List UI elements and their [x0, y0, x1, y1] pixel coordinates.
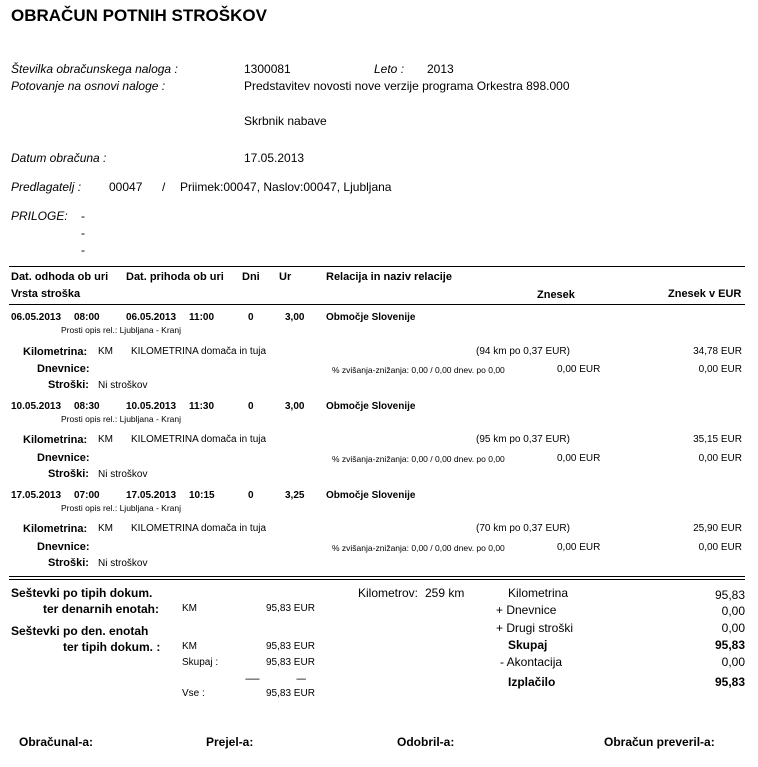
- km-amount-eur: 25,90 EUR: [693, 523, 742, 534]
- header-top-rule: [9, 266, 745, 267]
- summary-top-rule: [9, 576, 745, 577]
- trip-departure-time: 08:30: [74, 401, 100, 412]
- trip-arrival-time: 11:00: [189, 312, 215, 323]
- km-unit: KM: [98, 434, 113, 445]
- trip-arrival-time: 10:15: [189, 490, 215, 501]
- trip-note: Prosti opis rel.: Ljubljana - Kranj: [61, 503, 182, 513]
- per-diem-calculation: % zvišanja-znižanja: 0,00 / 0,00 dnev. po 0,00: [332, 454, 505, 464]
- total-km-label: Kilometrina: [508, 586, 569, 600]
- sum-by-doc-type-unit: KM: [182, 603, 197, 614]
- col-hours: Ur: [279, 271, 292, 283]
- per-diem-label: Dnevnice:: [37, 541, 90, 553]
- page-title: OBRAČUN POTNIH STROŠKOV: [11, 6, 267, 25]
- trip-departure-date: 06.05.2013: [11, 312, 62, 323]
- km-total-label: Kilometrov:: [358, 586, 419, 600]
- sum-by-doc-type-line1: Seštevki po tipih dokum.: [11, 586, 153, 600]
- km-label: Kilometrina:: [23, 523, 88, 535]
- costs-label: Stroški:: [48, 557, 89, 569]
- col-days: Dni: [242, 271, 260, 283]
- header-bottom-rule: [9, 304, 745, 305]
- proposer-separator: /: [162, 180, 166, 194]
- per-diem-amount: 0,00 EUR: [557, 453, 601, 464]
- costs-label: Stroški:: [48, 468, 89, 480]
- per-diem-amount-eur: 0,00 EUR: [698, 542, 742, 553]
- signature-received: Prejel-a:: [206, 735, 254, 749]
- km-calculation: (70 km po 0,37 EUR): [476, 523, 570, 534]
- year-label: Leto :: [374, 62, 405, 76]
- km-unit: KM: [98, 523, 113, 534]
- trip-departure-time: 07:00: [74, 490, 100, 501]
- trip-note: Prosti opis rel.: Ljubljana - Kranj: [61, 325, 182, 335]
- total-sum-value: 95,83: [714, 638, 745, 652]
- trip-note: Prosti opis rel.: Ljubljana - Kranj: [61, 414, 182, 424]
- trip-relation: Območje Slovenije: [326, 490, 416, 501]
- attachment-item: -: [81, 209, 85, 223]
- costs-text: Ni stroškov: [98, 380, 148, 391]
- trip-relation: Območje Slovenije: [326, 312, 416, 323]
- proposer-description: Priimek:00047, Naslov:00047, Ljubljana: [180, 180, 392, 194]
- km-amount-eur: 35,15 EUR: [693, 434, 742, 445]
- trip-arrival-date: 17.05.2013: [126, 490, 177, 501]
- per-diem-amount-eur: 0,00 EUR: [698, 453, 742, 464]
- col-cost-type: Vrsta stroška: [11, 288, 81, 300]
- km-amount-eur: 34,78 EUR: [693, 346, 742, 357]
- trip-relation: Območje Slovenije: [326, 401, 416, 412]
- order-number: 1300081: [244, 62, 291, 76]
- trip-hours: 3,00: [285, 401, 305, 412]
- per-diem-amount: 0,00 EUR: [557, 542, 601, 553]
- signature-approved: Odobril-a:: [397, 735, 455, 749]
- date-label: Datum obračuna :: [11, 151, 107, 165]
- proposer-code: 00047: [109, 180, 143, 194]
- km-unit: KM: [98, 346, 113, 357]
- costs-text: Ni stroškov: [98, 469, 148, 480]
- total-advance-value: 0,00: [721, 655, 745, 669]
- km-total-value: 259 km: [425, 586, 465, 600]
- col-departure: Dat. odhoda ob uri: [11, 271, 109, 283]
- per-diem-label: Dnevnice:: [37, 452, 90, 464]
- sum-by-currency-amount: 95,83 EUR: [266, 641, 315, 652]
- trip-days: 0: [248, 312, 254, 323]
- trip-departure-date: 10.05.2013: [11, 401, 62, 412]
- sum-total-label: Skupaj :: [182, 657, 219, 668]
- per-diem-calculation: % zvišanja-znižanja: 0,00 / 0,00 dnev. po 0,00: [332, 365, 505, 375]
- sum-all-amount: 95,83 EUR: [266, 688, 315, 699]
- attachment-item: -: [81, 243, 85, 257]
- per-diem-label: Dnevnice:: [37, 363, 90, 375]
- total-per-diem-value: 0,00: [721, 604, 745, 618]
- signature-checked: Obračun preveril-a:: [604, 735, 715, 749]
- trip-hours: 3,25: [285, 490, 305, 501]
- total-payout-value: 95,83: [714, 675, 745, 689]
- costs-text: Ni stroškov: [98, 558, 148, 569]
- total-other-label: + Drugi stroški: [496, 621, 574, 635]
- total-advance-label: - Akontacija: [500, 655, 563, 669]
- trip-arrival-time: 11:30: [189, 401, 215, 412]
- col-arrival: Dat. prihoda ob uri: [126, 271, 224, 283]
- km-label: Kilometrina:: [23, 346, 88, 358]
- col-amount-eur: Znesek v EUR: [668, 288, 742, 300]
- year: 2013: [427, 62, 454, 76]
- col-amount: Znesek: [537, 289, 575, 301]
- sum-all-label: Vse :: [182, 688, 205, 699]
- trip-description: Predstavitev novosti nove verzije programa Orkestra 898.000: [244, 79, 570, 93]
- date: 17.05.2013: [244, 151, 305, 165]
- costs-label: Stroški:: [48, 379, 89, 391]
- sum-by-doc-type-line2: ter denarnih enotah:: [43, 602, 160, 616]
- sum-by-currency-line2: ter tipih dokum. :: [63, 640, 161, 654]
- trip-departure-date: 17.05.2013: [11, 490, 62, 501]
- sum-dashes: ------: [245, 674, 259, 685]
- per-diem-calculation: % zvišanja-znižanja: 0,00 / 0,00 dnev. po 0,00: [332, 543, 505, 553]
- total-other-value: 0,00: [721, 621, 745, 635]
- km-description: KILOMETRINA domača in tuja: [131, 434, 267, 445]
- total-per-diem-label: + Dnevnice: [496, 603, 557, 617]
- summary-top-rule-double: [9, 579, 745, 580]
- km-label: Kilometrina:: [23, 434, 88, 446]
- km-calculation: (94 km po 0,37 EUR): [476, 346, 570, 357]
- proposer-label: Predlagatelj :: [11, 180, 82, 194]
- signature-prepared: Obračunal-a:: [19, 735, 94, 749]
- per-diem-amount: 0,00 EUR: [557, 364, 601, 375]
- trip-arrival-date: 06.05.2013: [126, 312, 177, 323]
- km-calculation: (95 km po 0,37 EUR): [476, 434, 570, 445]
- total-km-value: 95,83: [714, 588, 745, 602]
- trip-label: Potovanje na osnovi naloge :: [11, 79, 166, 93]
- per-diem-amount-eur: 0,00 EUR: [698, 364, 742, 375]
- trip-note: Skrbnik nabave: [244, 114, 327, 128]
- trip-arrival-date: 10.05.2013: [126, 401, 177, 412]
- attachment-item: -: [81, 226, 85, 240]
- trip-hours: 3,00: [285, 312, 305, 323]
- trip-days: 0: [248, 490, 254, 501]
- sum-by-currency-unit: KM: [182, 641, 197, 652]
- km-description: KILOMETRINA domača in tuja: [131, 523, 267, 534]
- sum-by-doc-type-amount: 95,83 EUR: [266, 603, 315, 614]
- sum-by-currency-line1: Seštevki po den. enotah: [11, 624, 149, 638]
- total-sum-label: Skupaj: [508, 638, 548, 652]
- total-payout-label: Izplačilo: [508, 675, 556, 689]
- sum-dashes: ----: [296, 674, 306, 685]
- km-description: KILOMETRINA domača in tuja: [131, 346, 267, 357]
- order-number-label: Številka obračunskega naloga :: [11, 62, 178, 76]
- trip-departure-time: 08:00: [74, 312, 100, 323]
- sum-total-amount: 95,83 EUR: [266, 657, 315, 668]
- col-relation: Relacija in naziv relacije: [326, 271, 452, 283]
- trip-days: 0: [248, 401, 254, 412]
- attachments-label: PRILOGE:: [11, 209, 68, 223]
